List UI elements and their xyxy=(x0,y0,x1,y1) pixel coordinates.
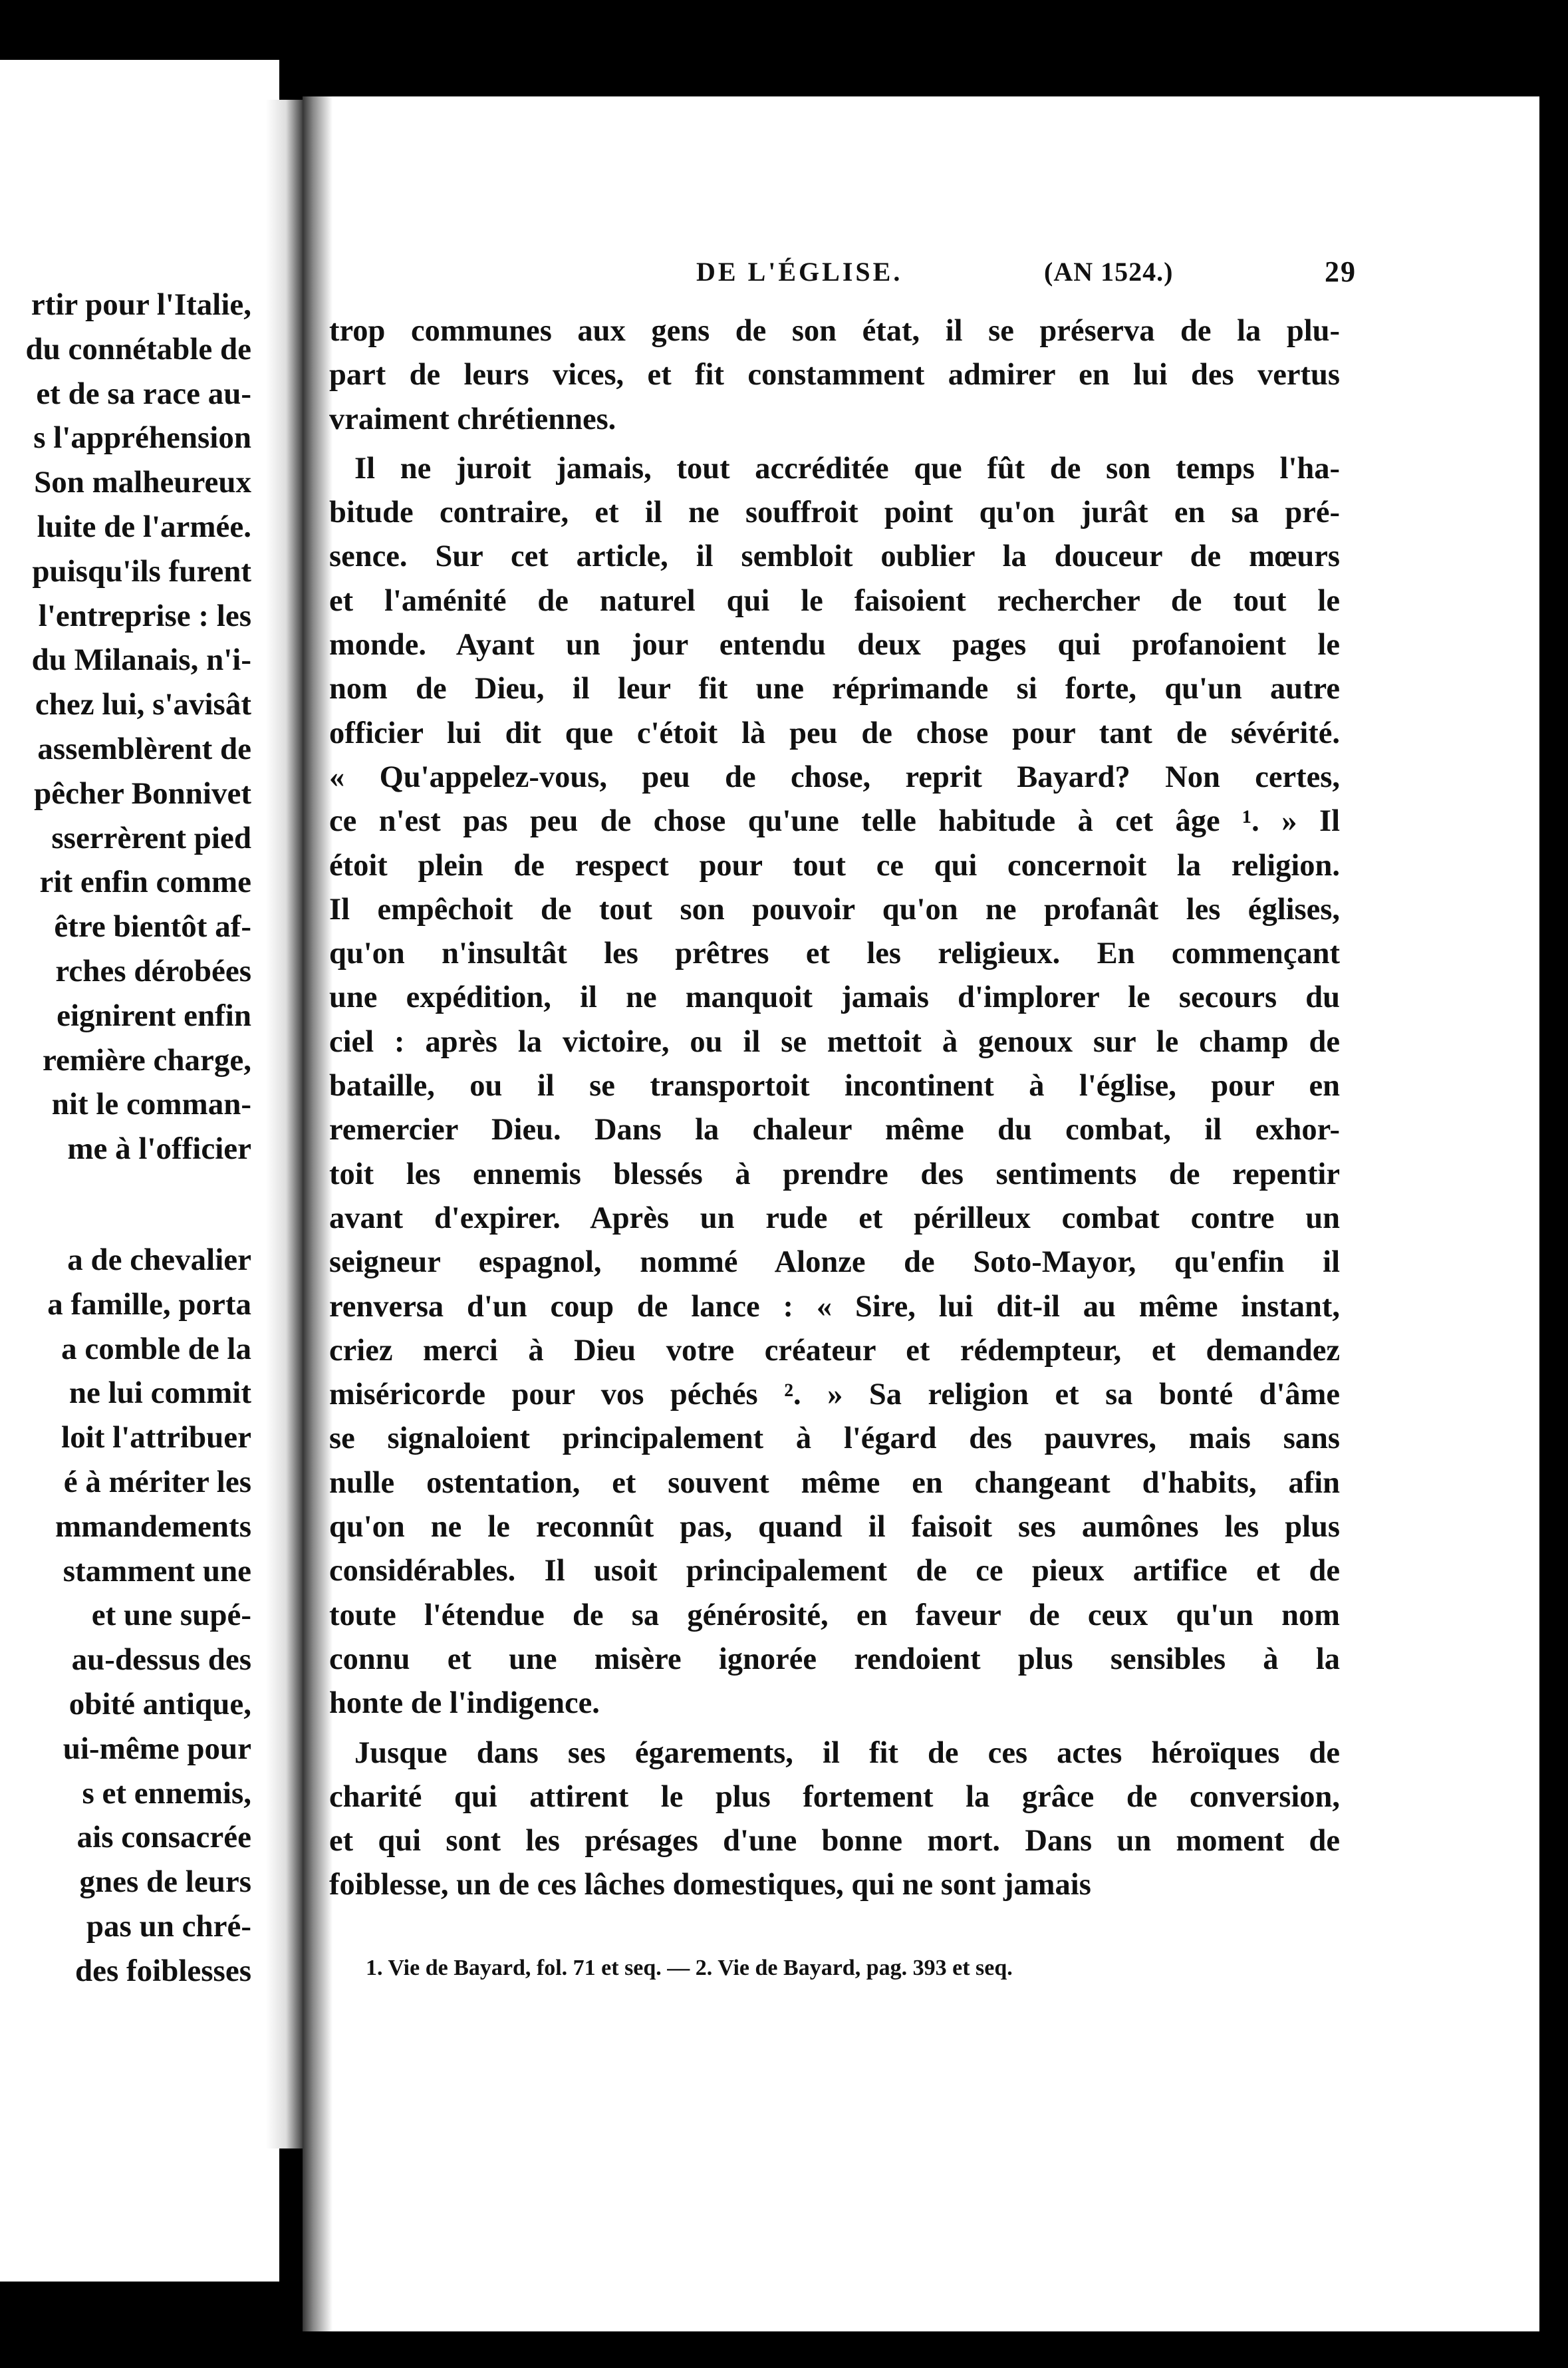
text-line: nom de Dieu, il leur fit une réprimande si forte, qu'un autre xyxy=(329,672,1340,706)
left-page-line: ne lui commit xyxy=(68,1376,251,1411)
footnotes: 1. Vie de Bayard, fol. 71 et seq. — 2. Vie de Bayard, pag. 393 et seq. xyxy=(366,1956,1013,1980)
left-page-line: nit le comman- xyxy=(51,1087,251,1122)
left-page-line: loit l'attribuer xyxy=(61,1420,251,1455)
left-page-line: luite de l'armée. xyxy=(37,509,251,544)
left-page-line: des foiblesses xyxy=(74,1953,251,1988)
left-page-line: au-dessus des xyxy=(71,1642,251,1678)
text-line: Jusque dans ses égarements, il fit de ces actes héroïques de xyxy=(354,1735,1340,1770)
left-page xyxy=(0,60,279,2282)
text-line: toit les ennemis blessés à prendre des sentiments de repentir xyxy=(329,1157,1340,1191)
text-line: ciel : après la victoire, ou il se mettoit à genoux sur le champ de xyxy=(329,1024,1340,1059)
text-line: monde. Ayant un jour entendu deux pages qui profanoient le xyxy=(329,628,1340,663)
left-page-line: chez lui, s'avisât xyxy=(35,687,251,722)
text-line: Il ne juroit jamais, tout accréditée que fût de son temps l'ha- xyxy=(354,451,1340,486)
text-line: renversa d'un coup de lance : « Sire, lui dit-il au même instant, xyxy=(329,1289,1340,1324)
left-page-line: ui-même pour xyxy=(63,1731,251,1766)
left-page-line: être bientôt af- xyxy=(54,909,251,945)
left-page-line: mmandements xyxy=(55,1509,251,1544)
text-line: bitude contraire, et il ne souffroit point qu'on jurât en sa pré- xyxy=(329,496,1340,530)
text-line: criez merci à Dieu votre créateur et rédempteur, et demandez xyxy=(329,1333,1340,1368)
left-page-line: a comble de la xyxy=(61,1331,251,1366)
left-page-line: s et ennemis, xyxy=(82,1775,251,1811)
body-text xyxy=(329,309,1340,1908)
left-page-line: pas un chré- xyxy=(86,1908,251,1944)
text-line: sence. Sur cet article, il sembloit oublier la douceur de mœurs xyxy=(329,539,1340,574)
left-page-line: du Milanais, n'i- xyxy=(31,643,251,678)
left-page-line: remière charge, xyxy=(42,1042,251,1078)
left-page-line: s l'appréhension xyxy=(33,420,251,456)
running-head xyxy=(303,255,1357,296)
text-line: miséricorde pour vos péchés ². » Sa religion et sa bonté d'âme xyxy=(329,1378,1340,1412)
text-line: remercier Dieu. Dans la chaleur même du combat, il exhor- xyxy=(329,1113,1340,1147)
left-page-line: é à mériter les xyxy=(63,1464,251,1499)
paragraph-2 xyxy=(329,447,1340,1726)
text-line: seigneur espagnol, nommé Alonze de Soto-Mayor, qu'enfin il xyxy=(329,1245,1340,1280)
left-page-line: ais consacrée xyxy=(76,1820,251,1855)
left-page-line: obité antique, xyxy=(68,1686,251,1721)
left-page-line: assemblèrent de xyxy=(37,731,251,766)
left-page-line: puisqu'ils furent xyxy=(32,553,251,589)
text-line: considérables. Il usoit principalement de ce pieux artifice et de xyxy=(329,1554,1340,1588)
right-page xyxy=(303,96,1539,2331)
text-line: charité qui attirent le plus fortement la grâce de conversion, xyxy=(329,1779,1340,1814)
text-line: part de leurs vices, et fit constamment admirer en lui des vertus xyxy=(329,358,1340,392)
left-page-line: a de chevalier xyxy=(67,1242,251,1277)
paragraph-3 xyxy=(329,1731,1340,1908)
left-page-line: me à l'officier xyxy=(67,1131,251,1167)
left-page-text xyxy=(26,283,252,1993)
text-line: vraiment chrétiennes. xyxy=(329,402,616,436)
text-line: « Qu'appelez-vous, peu de chose, reprit Bayard? Non certes, xyxy=(329,760,1340,794)
text-line: nulle ostentation, et souvent même en changeant d'habits, afin xyxy=(329,1465,1340,1500)
left-page-line: rches dérobées xyxy=(55,953,251,988)
left-page-edge-shadow xyxy=(266,100,306,2148)
left-page-line: a famille, porta xyxy=(47,1286,251,1322)
text-line: se signaloient principalement à l'égard des pauvres, mais sans xyxy=(329,1421,1340,1456)
text-line: foiblesse, un de ces lâches domestiques, qui ne sont jamais xyxy=(329,1868,1091,1902)
text-line: et qui sont les présages d'une bonne mort. Dans un moment de xyxy=(329,1824,1340,1858)
running-head-title: DE L'ÉGLISE. xyxy=(696,257,903,287)
left-page-line: Son malheureux xyxy=(34,465,251,500)
text-line: connu et une misère ignorée rendoient plus sensibles à la xyxy=(329,1642,1340,1676)
left-page-gap xyxy=(26,1171,252,1238)
text-line: et l'aménité de naturel qui le faisoient rechercher de tout le xyxy=(329,583,1340,618)
left-page-line: sserrèrent pied xyxy=(51,820,251,855)
text-line: bataille, ou il se transportoit incontinent à l'église, pour en xyxy=(329,1069,1340,1104)
paragraph-1 xyxy=(329,309,1340,442)
text-line: trop communes aux gens de son état, il se préserva de la plu- xyxy=(329,314,1340,348)
left-page-line: gnes de leurs xyxy=(79,1864,251,1900)
left-page-line: stamment une xyxy=(63,1553,251,1588)
text-line: une expédition, il ne manquoit jamais d'implorer le secours du xyxy=(329,980,1340,1015)
text-line: Il empêchoit de tout son pouvoir qu'on ne profanât les églises, xyxy=(329,892,1340,927)
left-page-line: rtir pour l'Italie, xyxy=(31,287,251,322)
text-line: avant d'expirer. Après un rude et périlleux combat contre un xyxy=(329,1201,1340,1235)
left-page-line: et de sa race au- xyxy=(36,376,251,411)
left-page-line: pêcher Bonnivet xyxy=(34,776,251,811)
left-page-line: du connétable de xyxy=(25,331,251,367)
text-line: officier lui dit que c'étoit là peu de chose pour tant de sévérité. xyxy=(329,716,1340,750)
text-line: ce n'est pas peu de chose qu'une telle habitude à cet âge ¹. » Il xyxy=(329,804,1340,839)
running-head-year: (AN 1524.) xyxy=(1044,257,1174,287)
page-number: 29 xyxy=(1325,255,1357,288)
text-line: honte de l'indigence. xyxy=(329,1686,600,1721)
left-page-line: rit enfin comme xyxy=(39,865,251,900)
text-line: qu'on ne le reconnût pas, quand il faisoit ses aumônes les plus xyxy=(329,1510,1340,1545)
left-page-line: eignirent enfin xyxy=(57,998,251,1033)
left-page-line: l'entreprise : les xyxy=(38,598,251,633)
text-line: étoit plein de respect pour tout ce qui concernoit la religion. xyxy=(329,848,1340,883)
text-line: qu'on n'insultât les prêtres et les religieux. En commençant xyxy=(329,937,1340,971)
gutter-shadow xyxy=(303,96,332,2331)
text-line: toute l'étendue de sa générosité, en faveur de ceux qu'un nom xyxy=(329,1598,1340,1632)
left-page-line: et une supé- xyxy=(91,1598,251,1633)
